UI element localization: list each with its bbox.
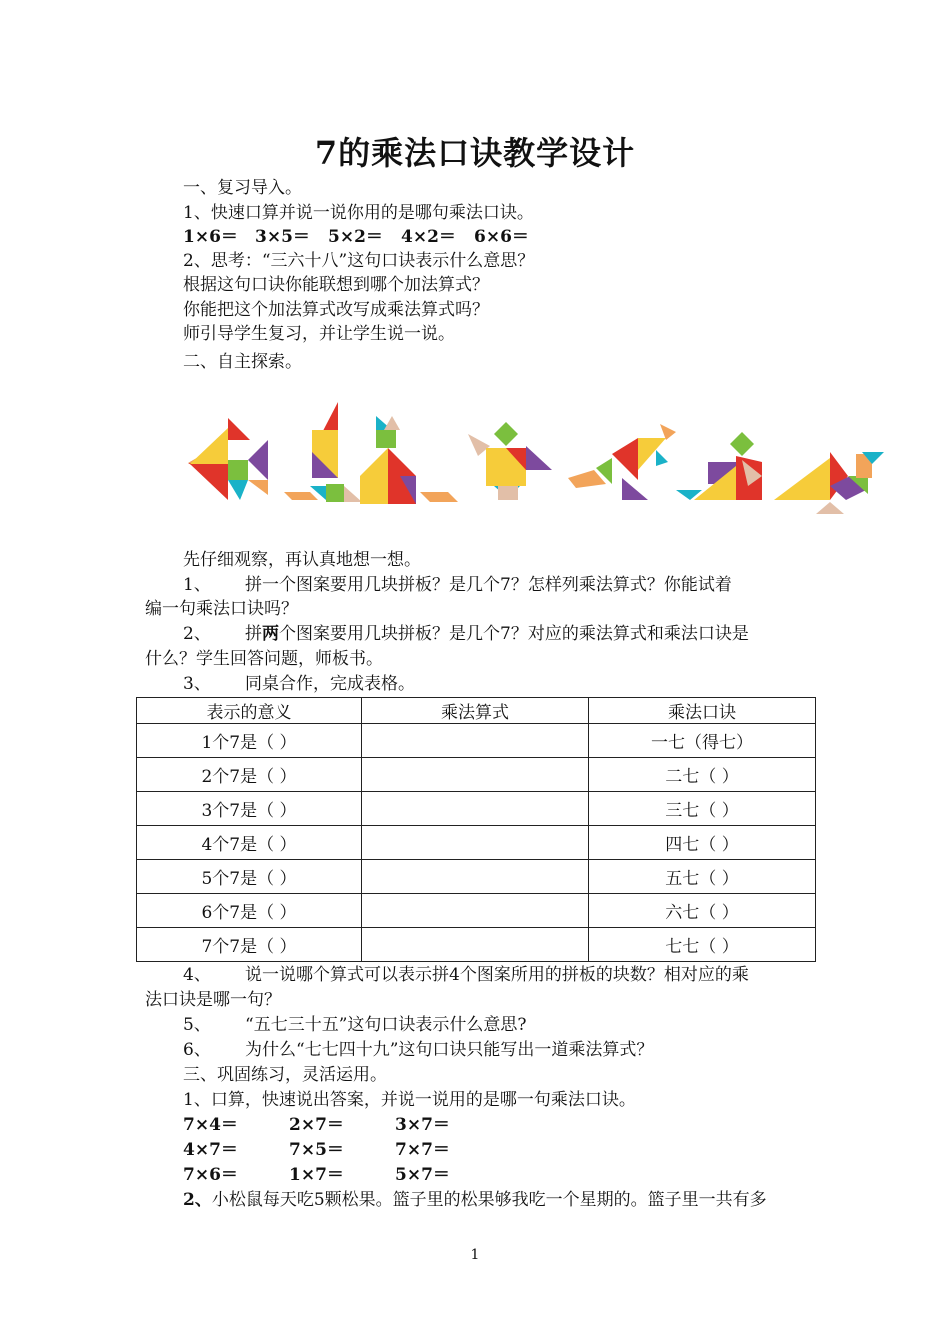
explore-5-number: 5、 xyxy=(183,1015,211,1035)
page-title: 7的乘法口诀教学设计 xyxy=(314,134,636,172)
rhyme-cell: 三七（ ） xyxy=(589,792,816,826)
tangram-runner xyxy=(468,422,552,500)
tangram-piece xyxy=(526,446,552,470)
observe-instruction: 先仔细观察，再认真地想一想。 xyxy=(183,550,421,570)
explore-3-text: 同桌合作，完成表格。 xyxy=(245,674,415,694)
review-calc: 6×6＝ xyxy=(474,227,529,247)
tangram-piece xyxy=(284,492,318,500)
explore-2-rest: 个图案要用几块拼板？是几个7？对应的乘法算式和乘法口诀是 xyxy=(279,624,749,644)
tangram-piece xyxy=(622,478,648,500)
practice-2 xyxy=(183,1188,767,1212)
review-calc: 5×2＝ xyxy=(328,227,383,247)
rhyme-cell: 四七（ ） xyxy=(589,826,816,860)
question-2a: 根据这句口诀你能联想到哪个加法算式？ xyxy=(183,275,489,295)
explore-1-text: 拼一个图案要用几块拼板？是几个7？怎样列乘法算式？你能试着 xyxy=(245,575,732,595)
tangram-piece xyxy=(190,464,228,500)
formula-cell xyxy=(362,724,589,758)
tangram-piece xyxy=(248,440,268,480)
tangram-piece xyxy=(816,502,844,514)
tangram-boat xyxy=(284,402,362,502)
explore-6-number: 6、 xyxy=(183,1040,211,1060)
tangram-duck xyxy=(676,432,762,500)
tangram-piece xyxy=(248,480,268,495)
explore-1-text-cont: 编一句乘法口诀吗？ xyxy=(145,599,298,619)
meaning-cell: 5个7是（ ） xyxy=(137,860,362,894)
tangram-piece xyxy=(344,486,362,502)
table-header: 乘法算式 xyxy=(362,698,589,724)
practice-calc: 4×7＝ xyxy=(183,1140,238,1160)
meaning-cell: 7个7是（ ） xyxy=(137,928,362,962)
tangram-piece xyxy=(494,422,518,446)
tangram-piece xyxy=(384,416,400,430)
practice-calc: 1×7＝ xyxy=(289,1165,344,1185)
tangram-piece xyxy=(228,418,250,440)
explore-4-text: 说一说哪个算式可以表示拼4个图案所用的拼板的块数？相对应的乘 xyxy=(245,965,749,985)
tangram-piece xyxy=(326,484,344,502)
table-row xyxy=(137,894,816,928)
explore-2-text-cont: 什么？学生回答问题，师板书。 xyxy=(145,649,383,669)
table-row xyxy=(137,724,816,758)
practice-calc: 7×4＝ xyxy=(183,1115,238,1135)
review-calc: 3×5＝ xyxy=(255,227,310,247)
practice-calc: 5×7＝ xyxy=(395,1165,450,1185)
explore-2-text xyxy=(245,622,749,646)
question-2b: 你能把这个加法算式改写成乘法算式吗？ xyxy=(183,300,489,320)
tangram-piece xyxy=(612,438,638,480)
tangram-fish xyxy=(188,418,268,500)
practice-2-text: 小松鼠每天吃5颗松果。篮子里的松果够我吃一个星期的。篮子里一共有多 xyxy=(211,1190,767,1210)
section-explore-heading: 二、自主探索。 xyxy=(183,352,302,372)
meaning-cell: 2个7是（ ） xyxy=(137,758,362,792)
tangram-piece xyxy=(498,486,518,500)
table-row xyxy=(137,928,816,962)
practice-calc: 7×6＝ xyxy=(183,1165,238,1185)
practice-calc: 3×7＝ xyxy=(395,1115,450,1135)
rhyme-cell: 五七（ ） xyxy=(589,860,816,894)
tangram-piece xyxy=(388,448,416,476)
tangram-piece xyxy=(228,460,248,480)
table-row xyxy=(137,792,816,826)
rhyme-cell: 一七（得七） xyxy=(589,724,816,758)
rhyme-cell: 二七（ ） xyxy=(589,758,816,792)
tangram-piece xyxy=(568,470,606,488)
multiplication-table xyxy=(136,697,816,962)
tangram-piece xyxy=(360,448,388,504)
practice-calc: 7×7＝ xyxy=(395,1140,450,1160)
table-row xyxy=(137,860,816,894)
question-2: 2、思考：“三六十八”这句口诀表示什么意思？ xyxy=(183,251,535,271)
practice-1: 1、口算，快速说出答案，并说一说用的是哪一句乘法口诀。 xyxy=(183,1090,636,1110)
tangram-cat xyxy=(360,416,458,504)
explore-4-number: 4、 xyxy=(183,965,211,985)
explore-2-number: 2、 xyxy=(183,624,211,644)
formula-cell xyxy=(362,928,589,962)
explore-2-pre: 拼 xyxy=(245,624,262,644)
tangram-swan xyxy=(774,452,884,514)
practice-calc: 2×7＝ xyxy=(289,1115,344,1135)
meaning-cell: 1个7是（ ） xyxy=(137,724,362,758)
rhyme-cell: 六七（ ） xyxy=(589,894,816,928)
explore-3-number: 3、 xyxy=(183,674,211,694)
tangram-piece xyxy=(376,430,396,448)
section-review-heading: 一、复习导入。 xyxy=(183,178,302,198)
tangram-piece xyxy=(228,480,248,500)
question-2c: 师引导学生复习，并让学生说一说。 xyxy=(183,324,455,344)
formula-cell xyxy=(362,758,589,792)
practice-2-number: 2、 xyxy=(183,1190,212,1210)
tangram-piece xyxy=(656,450,668,466)
meaning-cell: 6个7是（ ） xyxy=(137,894,362,928)
table-header: 表示的意义 xyxy=(137,698,362,724)
table-header: 乘法口诀 xyxy=(589,698,816,724)
meaning-cell: 3个7是（ ） xyxy=(137,792,362,826)
tangram-piece xyxy=(660,424,676,440)
meaning-cell: 4个7是（ ） xyxy=(137,826,362,860)
explore-4-text-cont: 法口诀是哪一句？ xyxy=(145,990,281,1010)
tangram-piece xyxy=(420,492,458,502)
review-calc: 1×6＝ xyxy=(183,227,238,247)
practice-calc: 7×5＝ xyxy=(289,1140,344,1160)
tangram-piece xyxy=(638,438,666,470)
table-header-row xyxy=(137,698,816,724)
formula-cell xyxy=(362,894,589,928)
explore-1-number: 1、 xyxy=(183,575,211,595)
section-practice-heading: 三、巩固练习，灵活运用。 xyxy=(183,1065,387,1085)
explore-2-bold: 两 xyxy=(262,624,279,644)
page-number: 1 xyxy=(470,1247,480,1263)
formula-cell xyxy=(362,792,589,826)
explore-6-text: 为什么“七七四十九”这句口诀只能写出一道乘法算式？ xyxy=(245,1040,654,1060)
formula-cell xyxy=(362,826,589,860)
table-row xyxy=(137,758,816,792)
tangram-piece xyxy=(190,428,228,464)
rhyme-cell: 七七（ ） xyxy=(589,928,816,962)
review-calc: 4×2＝ xyxy=(401,227,456,247)
table-row xyxy=(137,826,816,860)
tangram-piece xyxy=(774,458,830,500)
tangram-crane xyxy=(568,424,676,500)
formula-cell xyxy=(362,860,589,894)
question-1: 1、快速口算并说一说你用的是哪句乘法口诀。 xyxy=(183,203,534,223)
explore-5-text: “五七三十五”这句口诀表示什么意思? xyxy=(245,1015,527,1035)
tangram-piece xyxy=(730,432,754,456)
